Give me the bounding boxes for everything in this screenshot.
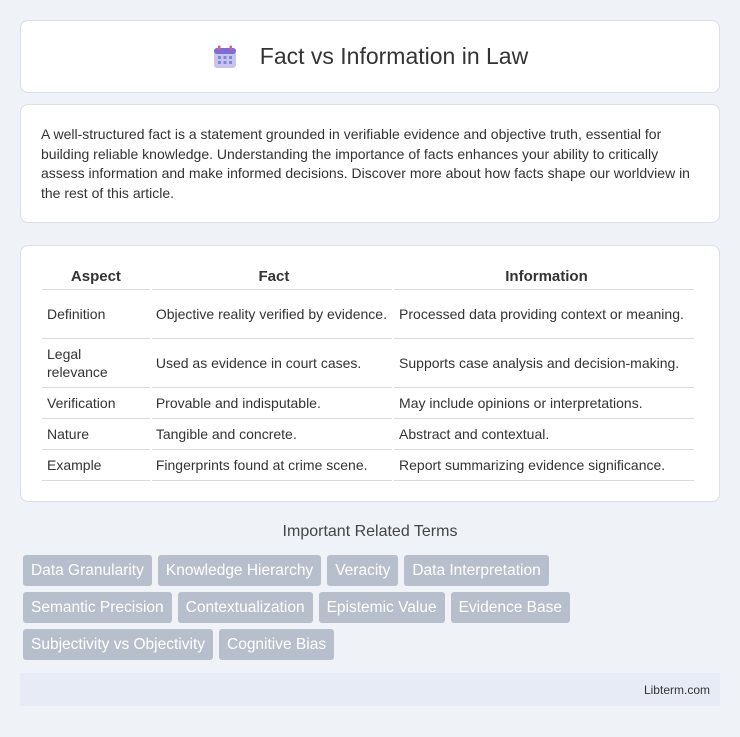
table-row <box>42 290 694 339</box>
tag-knowledge-hierarchy[interactable]: Knowledge Hierarchy <box>158 555 321 586</box>
tag-veracity[interactable]: Veracity <box>327 555 398 586</box>
header-aspect: Aspect <box>42 266 150 290</box>
comparison-table-card <box>20 245 720 502</box>
cell-fact: Used as evidence in court cases. <box>152 339 392 388</box>
tag-epistemic-value[interactable]: Epistemic Value <box>319 592 445 623</box>
tag-row <box>23 592 723 623</box>
cell-aspect: Verification <box>42 388 150 419</box>
cell-fact: Objective reality verified by evidence. <box>152 290 392 339</box>
cell-information: Report summarizing evidence significance. <box>394 450 694 481</box>
cell-information: Abstract and contextual. <box>394 419 694 450</box>
tag-contextualization[interactable]: Contextualization <box>178 592 313 623</box>
table-header-row <box>42 266 694 290</box>
tag-evidence-base[interactable]: Evidence Base <box>451 592 570 623</box>
cell-information: Supports case analysis and decision-making. <box>394 339 694 388</box>
tag-row <box>23 629 723 660</box>
table-row <box>42 388 694 419</box>
tag-row <box>23 555 723 586</box>
footer-brand-link[interactable]: Libterm.com <box>643 682 710 697</box>
cell-aspect: Definition <box>42 290 150 339</box>
cell-fact: Fingerprints found at crime scene. <box>152 450 392 481</box>
cell-aspect: Example <box>42 450 150 481</box>
intro-card <box>20 104 720 223</box>
cell-fact: Provable and indisputable. <box>152 388 392 419</box>
cell-information: May include opinions or interpretations. <box>394 388 694 419</box>
comparison-table <box>40 266 696 481</box>
cell-aspect: Legal relevance <box>42 339 150 388</box>
footer <box>20 673 720 706</box>
tag-semantic-precision[interactable]: Semantic Precision <box>23 592 172 623</box>
table-row <box>42 450 694 481</box>
page-title: Fact vs Information in Law <box>259 43 529 69</box>
cell-aspect: Nature <box>42 419 150 450</box>
cell-fact: Tangible and concrete. <box>152 419 392 450</box>
cell-information: Processed data providing context or meaning. <box>394 290 694 339</box>
related-terms-list <box>23 555 723 666</box>
table-row <box>42 419 694 450</box>
header-fact: Fact <box>152 266 392 290</box>
related-terms-title: Important Related Terms <box>282 523 458 540</box>
tag-subjectivity-vs-objectivity[interactable]: Subjectivity vs Objectivity <box>23 629 213 660</box>
tag-data-granularity[interactable]: Data Granularity <box>23 555 152 586</box>
intro-text: A well-structured fact is a statement grounded in verifiable evidence and objective truth, essential for building reliable knowledge. Understanding the importance of facts enhances your ability to critically assess information and make informed decisions. Discover more about how facts shape our worldview in the rest of this article. <box>41 126 690 201</box>
tag-data-interpretation[interactable]: Data Interpretation <box>404 555 548 586</box>
tag-cognitive-bias[interactable]: Cognitive Bias <box>219 629 334 660</box>
calendar-icon <box>212 44 238 70</box>
header-information: Information <box>394 266 694 290</box>
table-row <box>42 339 694 388</box>
header-card <box>20 20 720 93</box>
